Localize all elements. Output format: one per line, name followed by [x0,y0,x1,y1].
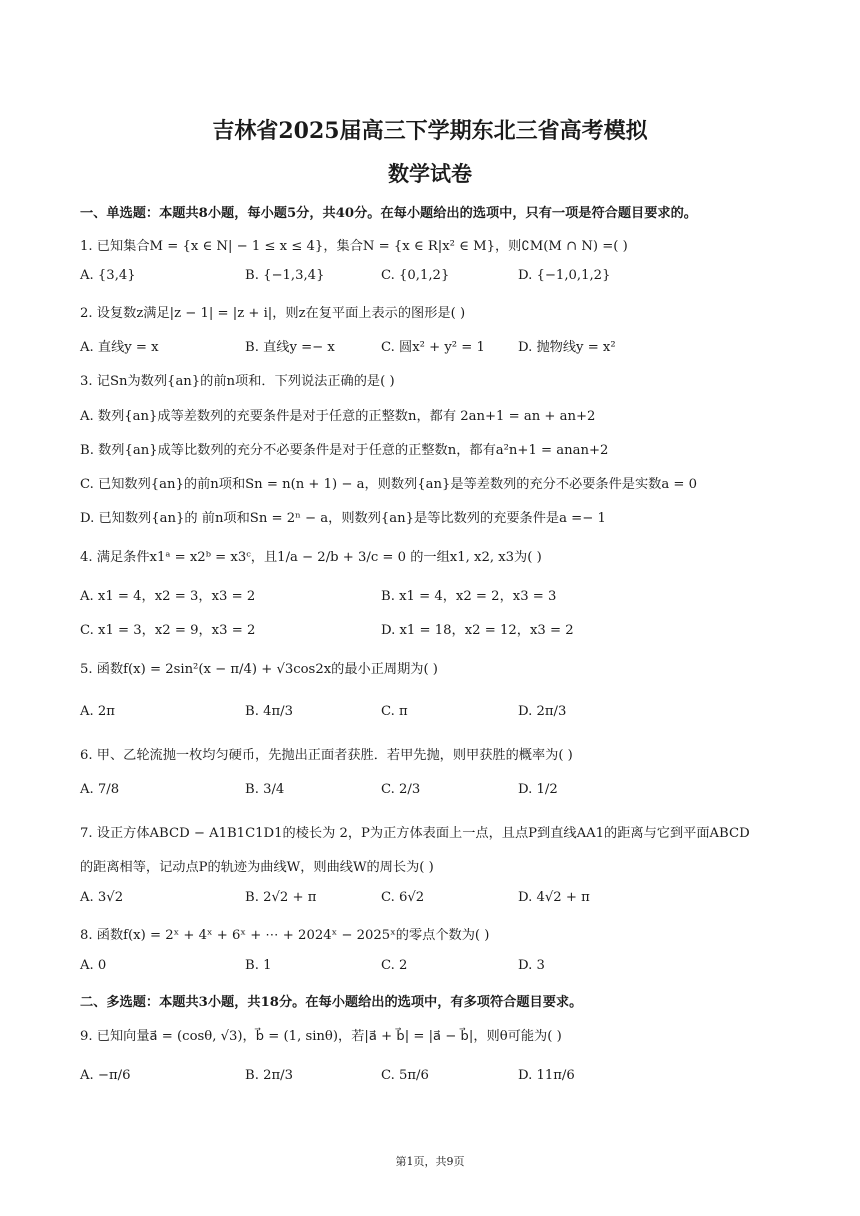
question-5-stem: 5. 函数f(x) = 2sin²(x − π/4) + √3cos2x的最小正周期为( ) [80,662,438,677]
question-9-stem: 9. 已知向量a⃗ = (cosθ, √3)，b⃗ = (1, sinθ)，若|a⃗ + b⃗| = |a⃗ − b⃗|，则θ可能为( ) [80,1029,562,1044]
option-a[interactable]: A. {3,4} [80,268,136,283]
option-d[interactable]: D. 抛物线y = x² [518,340,616,355]
question-4-options-row1 [80,585,780,607]
question-8-stem: 8. 函数f(x) = 2ˣ + 4ˣ + 6ˣ + ⋯ + 2024ˣ − 2025ˣ的零点个数为( ) [80,928,490,943]
option-a[interactable]: A. −π/6 [80,1068,131,1083]
question-2-options [80,336,780,358]
option-a[interactable]: A. 2π [80,704,115,719]
option-d[interactable]: D. {−1,0,1,2} [518,268,611,283]
question-6-options [80,782,780,804]
option-c[interactable]: C. {0,1,2} [381,268,450,283]
option-d[interactable]: D. 3 [518,958,545,973]
question-3-stem: 3. 记Sn为数列{an}的前n项和．下列说法正确的是( ) [80,374,395,389]
question-3-option-a[interactable]: A. 数列{an}成等差数列的充要条件是对于任意的正整数n，都有 2an+1 = an + an+2 [80,409,596,424]
option-d[interactable]: D. 11π/6 [518,1068,575,1083]
exam-title: 吉林省2025届高三下学期东北三省高考模拟 [212,118,648,144]
option-a[interactable]: A. x1 = 4，x2 = 3，x3 = 2 [80,589,256,604]
question-4-stem: 4. 满足条件x1ᵃ = x2ᵇ = x3ᶜ，且1/a − 2/b + 3/c = 0 的一组x1, x2, x3为( ) [80,550,542,565]
option-d[interactable]: D. 4√2 + π [518,890,590,905]
section-header-single-choice: 一、单选题：本题共8小题，每小题5分，共40分。在每小题给出的选项中，只有一项是符合题目要求的。 [80,206,697,221]
question-7-stem-line1: 7. 设正方体ABCD − A1B1C1D1的棱长为 2，P为正方体表面上一点，且点P到直线AA1的距离与它到平面ABCD [80,826,750,841]
question-7-stem-line2: 的距离相等，记动点P的轨迹为曲线W，则曲线W的周长为( ) [80,860,434,875]
option-b[interactable]: B. 直线y =− x [245,340,335,355]
option-c[interactable]: C. 6√2 [381,890,425,905]
option-a[interactable]: A. 3√2 [80,890,124,905]
option-b[interactable]: B. {−1,3,4} [245,268,325,283]
exam-subtitle: 数学试卷 [388,161,472,186]
option-a[interactable]: A. 0 [80,958,107,973]
option-c[interactable]: C. π [381,704,408,719]
option-b[interactable]: B. 1 [245,958,272,973]
option-a[interactable]: A. 7/8 [80,782,120,797]
question-1-options [80,268,780,290]
question-6-stem: 6. 甲、乙轮流抛一枚均匀硬币，先抛出正面者获胜．若甲先抛，则甲获胜的概率为( ) [80,748,573,763]
question-1-stem: 1. 已知集合M = {x ∈ N| − 1 ≤ x ≤ 4}，集合N = {x ∈ R|x² ∈ M}，则∁M(M ∩ N) =( ) [80,239,628,254]
question-8-options [80,958,780,980]
option-a[interactable]: A. 直线y = x [80,340,159,355]
question-7-options [80,890,780,912]
question-2-stem: 2. 设复数z满足|z − 1| = |z + i|，则z在复平面上表示的图形是( ) [80,306,466,321]
option-d[interactable]: D. 1/2 [518,782,558,797]
question-4-options-row2 [80,619,780,641]
question-9-options [80,1068,780,1090]
option-c[interactable]: C. x1 = 3，x2 = 9，x3 = 2 [80,623,256,638]
option-b[interactable]: B. 3/4 [245,782,285,797]
option-d[interactable]: D. 2π/3 [518,704,567,719]
question-5-options [80,704,780,726]
section-header-multiple-choice: 二、多选题：本题共3小题，共18分。在每小题给出的选项中，有多项符合题目要求。 [80,995,583,1010]
option-b[interactable]: B. 2π/3 [245,1068,293,1083]
page-number: 第1页，共9页 [395,1155,465,1168]
option-c[interactable]: C. 5π/6 [381,1068,429,1083]
question-3-option-d[interactable]: D. 已知数列{an}的 前n项和Sn = 2ⁿ − a，则数列{an}是等比数列的充要条件是a =− 1 [80,511,606,526]
question-3-option-c[interactable]: C. 已知数列{an}的前n项和Sn = n(n + 1) − a，则数列{an}是等差数列的充分不必要条件是实数a = 0 [80,477,698,492]
question-3-option-b[interactable]: B. 数列{an}成等比数列的充分不必要条件是对于任意的正整数n，都有a²n+1 = anan+2 [80,443,609,458]
option-c[interactable]: C. 2/3 [381,782,421,797]
option-b[interactable]: B. 4π/3 [245,704,293,719]
option-d[interactable]: D. x1 = 18，x2 = 12，x3 = 2 [381,623,574,638]
option-c[interactable]: C. 2 [381,958,408,973]
option-b[interactable]: B. x1 = 4，x2 = 2，x3 = 3 [381,589,557,604]
option-b[interactable]: B. 2√2 + π [245,890,317,905]
option-c[interactable]: C. 圆x² + y² = 1 [381,340,485,355]
